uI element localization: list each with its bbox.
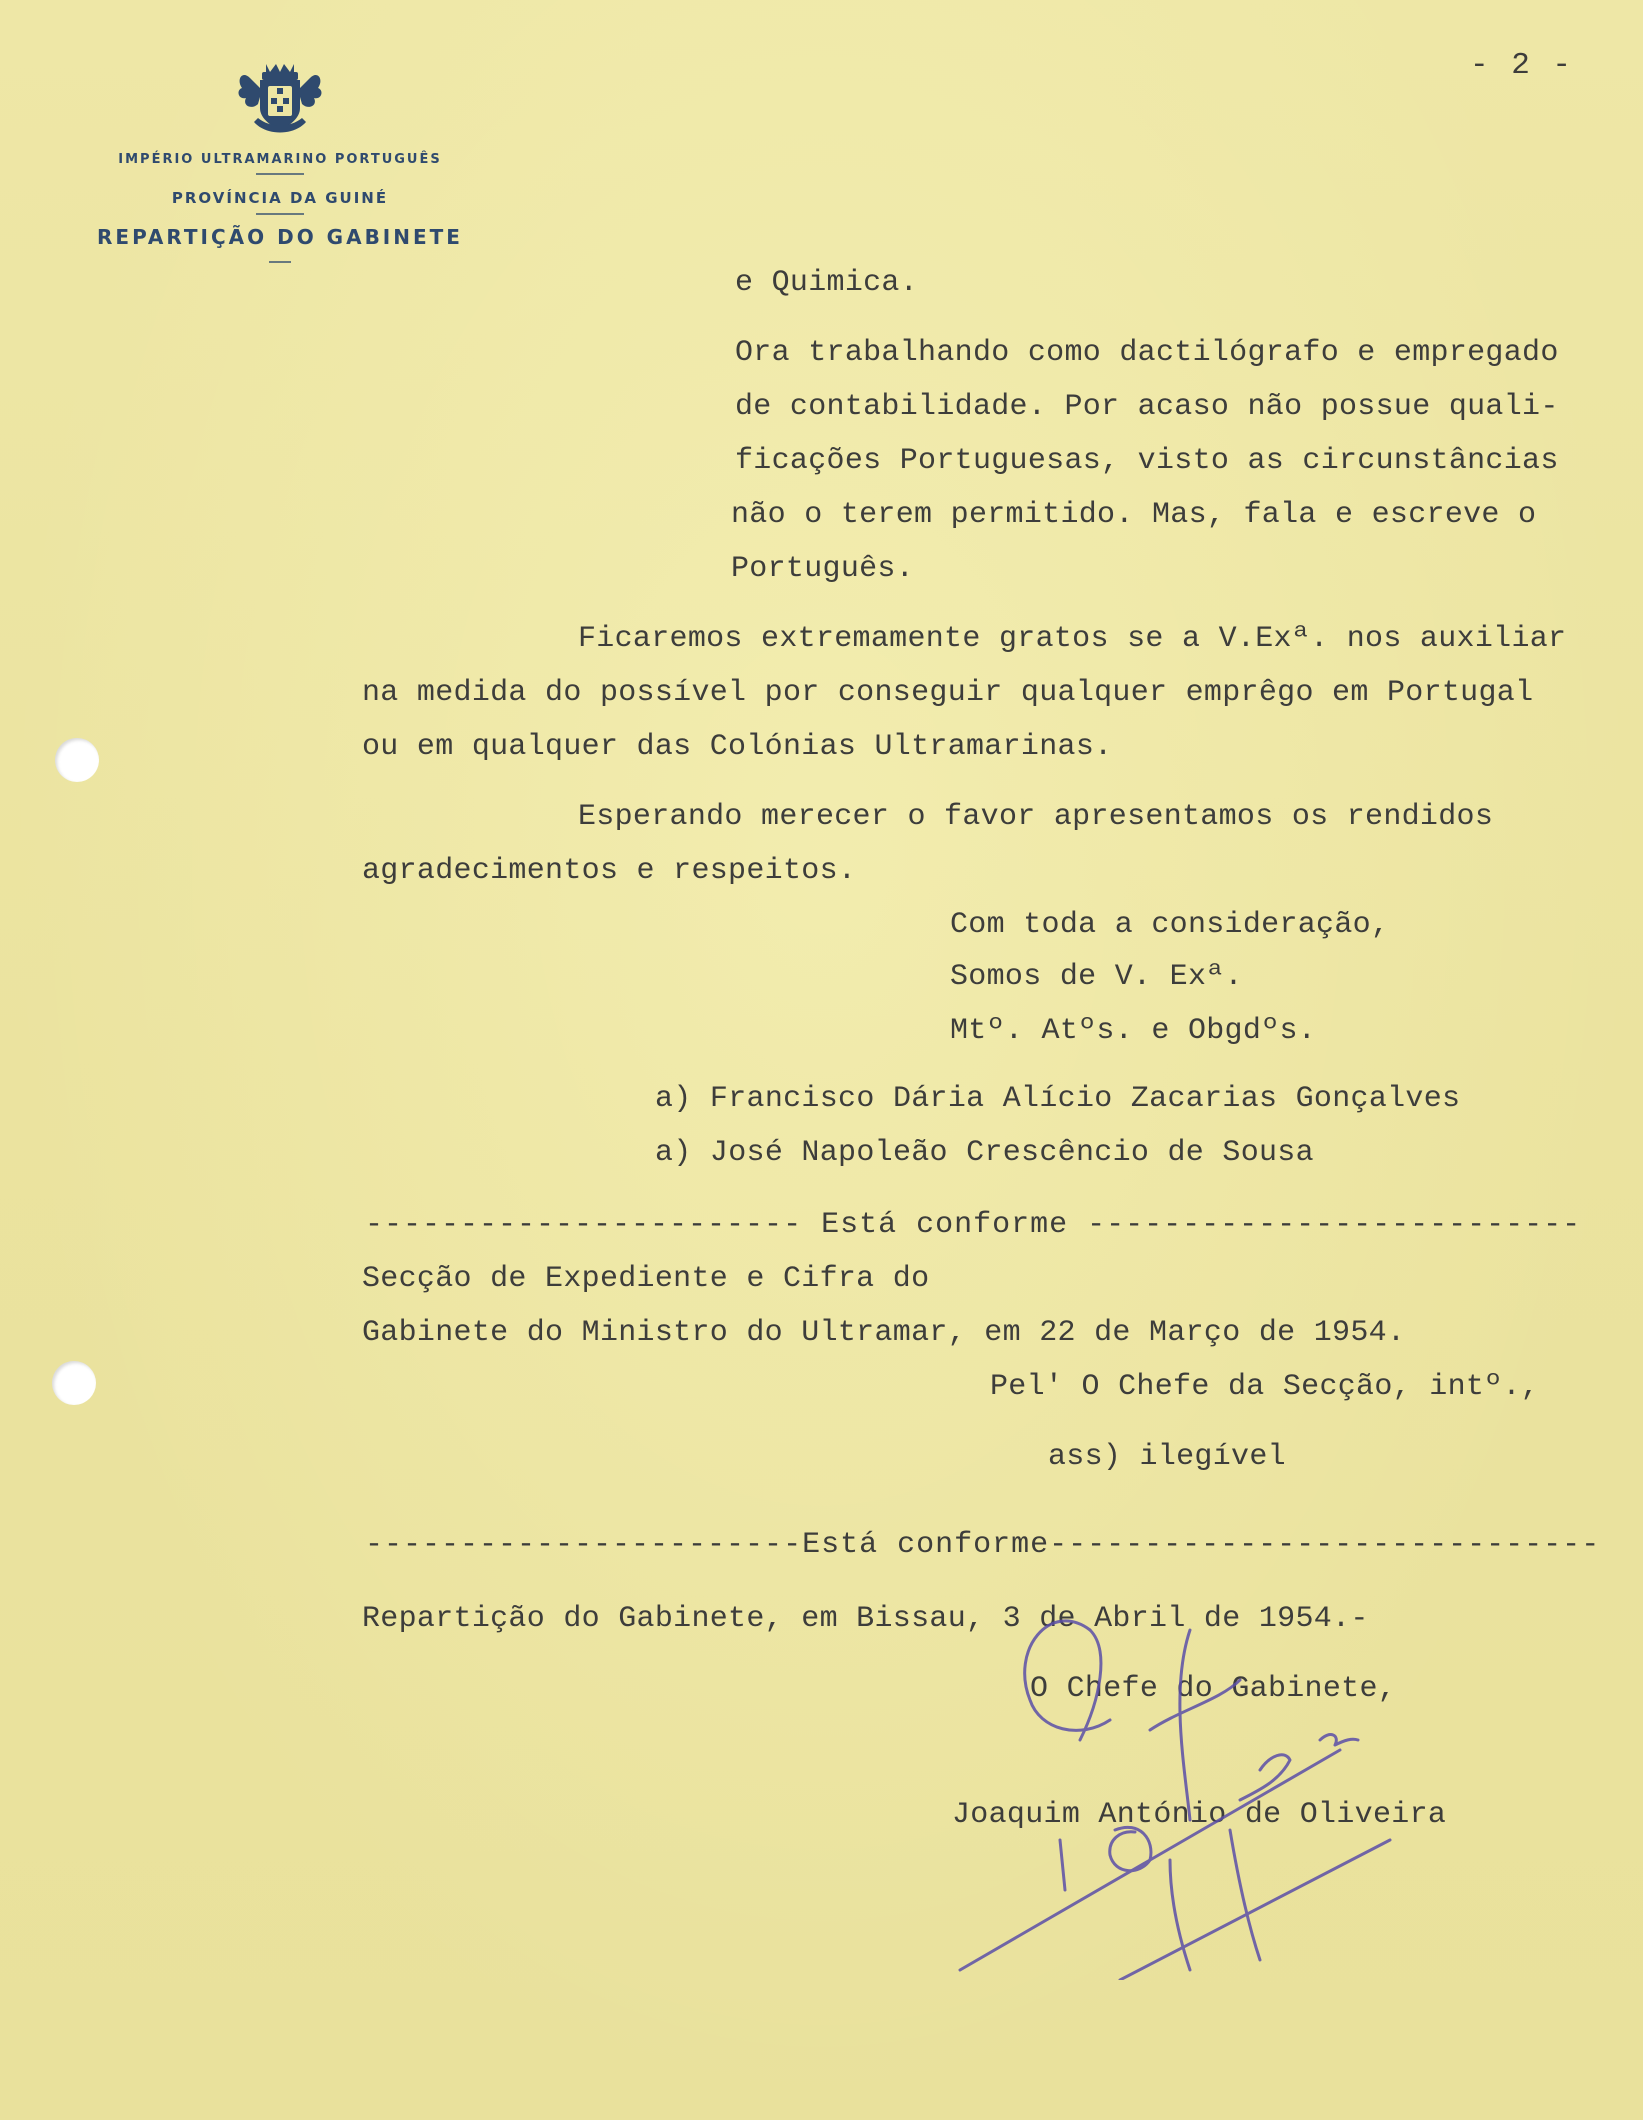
letterhead-divider bbox=[256, 173, 304, 175]
certification-rule: ----------------------- Está conforme -------------------------- bbox=[365, 1208, 1582, 1242]
punch-hole-upper bbox=[55, 738, 99, 782]
page-number: - 2 - bbox=[1470, 48, 1574, 83]
body-line: Repartição do Gabinete, em Bissau, 3 de Abril de 1954.- bbox=[362, 1602, 1369, 1636]
body-line: na medida do possível por conseguir qualquer emprêgo em Portugal bbox=[362, 676, 1534, 710]
closing-line: Com toda a consideração, bbox=[950, 908, 1390, 942]
closing-line: Mtº. Atºs. e Obgdºs. bbox=[950, 1014, 1317, 1048]
body-line: de contabilidade. Por acaso não possue quali- bbox=[735, 390, 1559, 424]
handwritten-signature-icon bbox=[940, 1590, 1400, 1980]
signatory-line: a) Francisco Dária Alício Zacarias Gonçalves bbox=[655, 1082, 1461, 1116]
letterhead-divider bbox=[269, 261, 291, 263]
body-line: Pel' O Chefe da Secção, intº., bbox=[990, 1370, 1540, 1404]
body-line: Secção de Expediente e Cifra do bbox=[362, 1262, 930, 1296]
signatory-line: a) José Napoleão Crescêncio de Sousa bbox=[655, 1136, 1314, 1170]
body-line: não o terem permitido. Mas, fala e escreve o bbox=[731, 498, 1537, 532]
body-line: Português. bbox=[731, 552, 915, 586]
closing-line: Somos de V. Exª. bbox=[950, 960, 1243, 994]
body-line: e Quimica. bbox=[735, 266, 919, 300]
letterhead bbox=[70, 60, 490, 263]
body-line: Ficaremos extremamente gratos se a V.Exª. nos auxiliar bbox=[578, 622, 1567, 656]
body-line: ass) ilegível bbox=[1048, 1440, 1286, 1474]
body-line: Gabinete do Ministro do Ultramar, em 22 de Março de 1954. bbox=[362, 1316, 1406, 1350]
body-line: Esperando merecer o favor apresentamos os rendidos bbox=[578, 800, 1494, 834]
body-line: Ora trabalhando como dactilógrafo e empregado bbox=[735, 336, 1559, 370]
letterhead-empire: IMPÉRIO ULTRAMARINO PORTUGUÊS bbox=[118, 152, 442, 167]
body-line: Joaquim António de Oliveira bbox=[952, 1798, 1447, 1832]
coat-of-arms-icon bbox=[232, 60, 328, 140]
letterhead-province: PROVÍNCIA DA GUINÉ bbox=[171, 189, 389, 207]
body-line: O Chefe do Gabinete, bbox=[1030, 1672, 1397, 1706]
body-line: ficações Portuguesas, visto as circunstâncias bbox=[735, 444, 1559, 478]
body-line: agradecimentos e respeitos. bbox=[362, 854, 857, 888]
punch-hole-lower bbox=[52, 1361, 96, 1405]
letterhead-department: REPARTIÇÃO DO GABINETE bbox=[97, 225, 463, 249]
body-line: ou em qualquer das Colónias Ultramarinas. bbox=[362, 730, 1113, 764]
certification-rule: -----------------------Está conforme----------------------------- bbox=[365, 1528, 1601, 1562]
letterhead-divider bbox=[256, 213, 304, 215]
